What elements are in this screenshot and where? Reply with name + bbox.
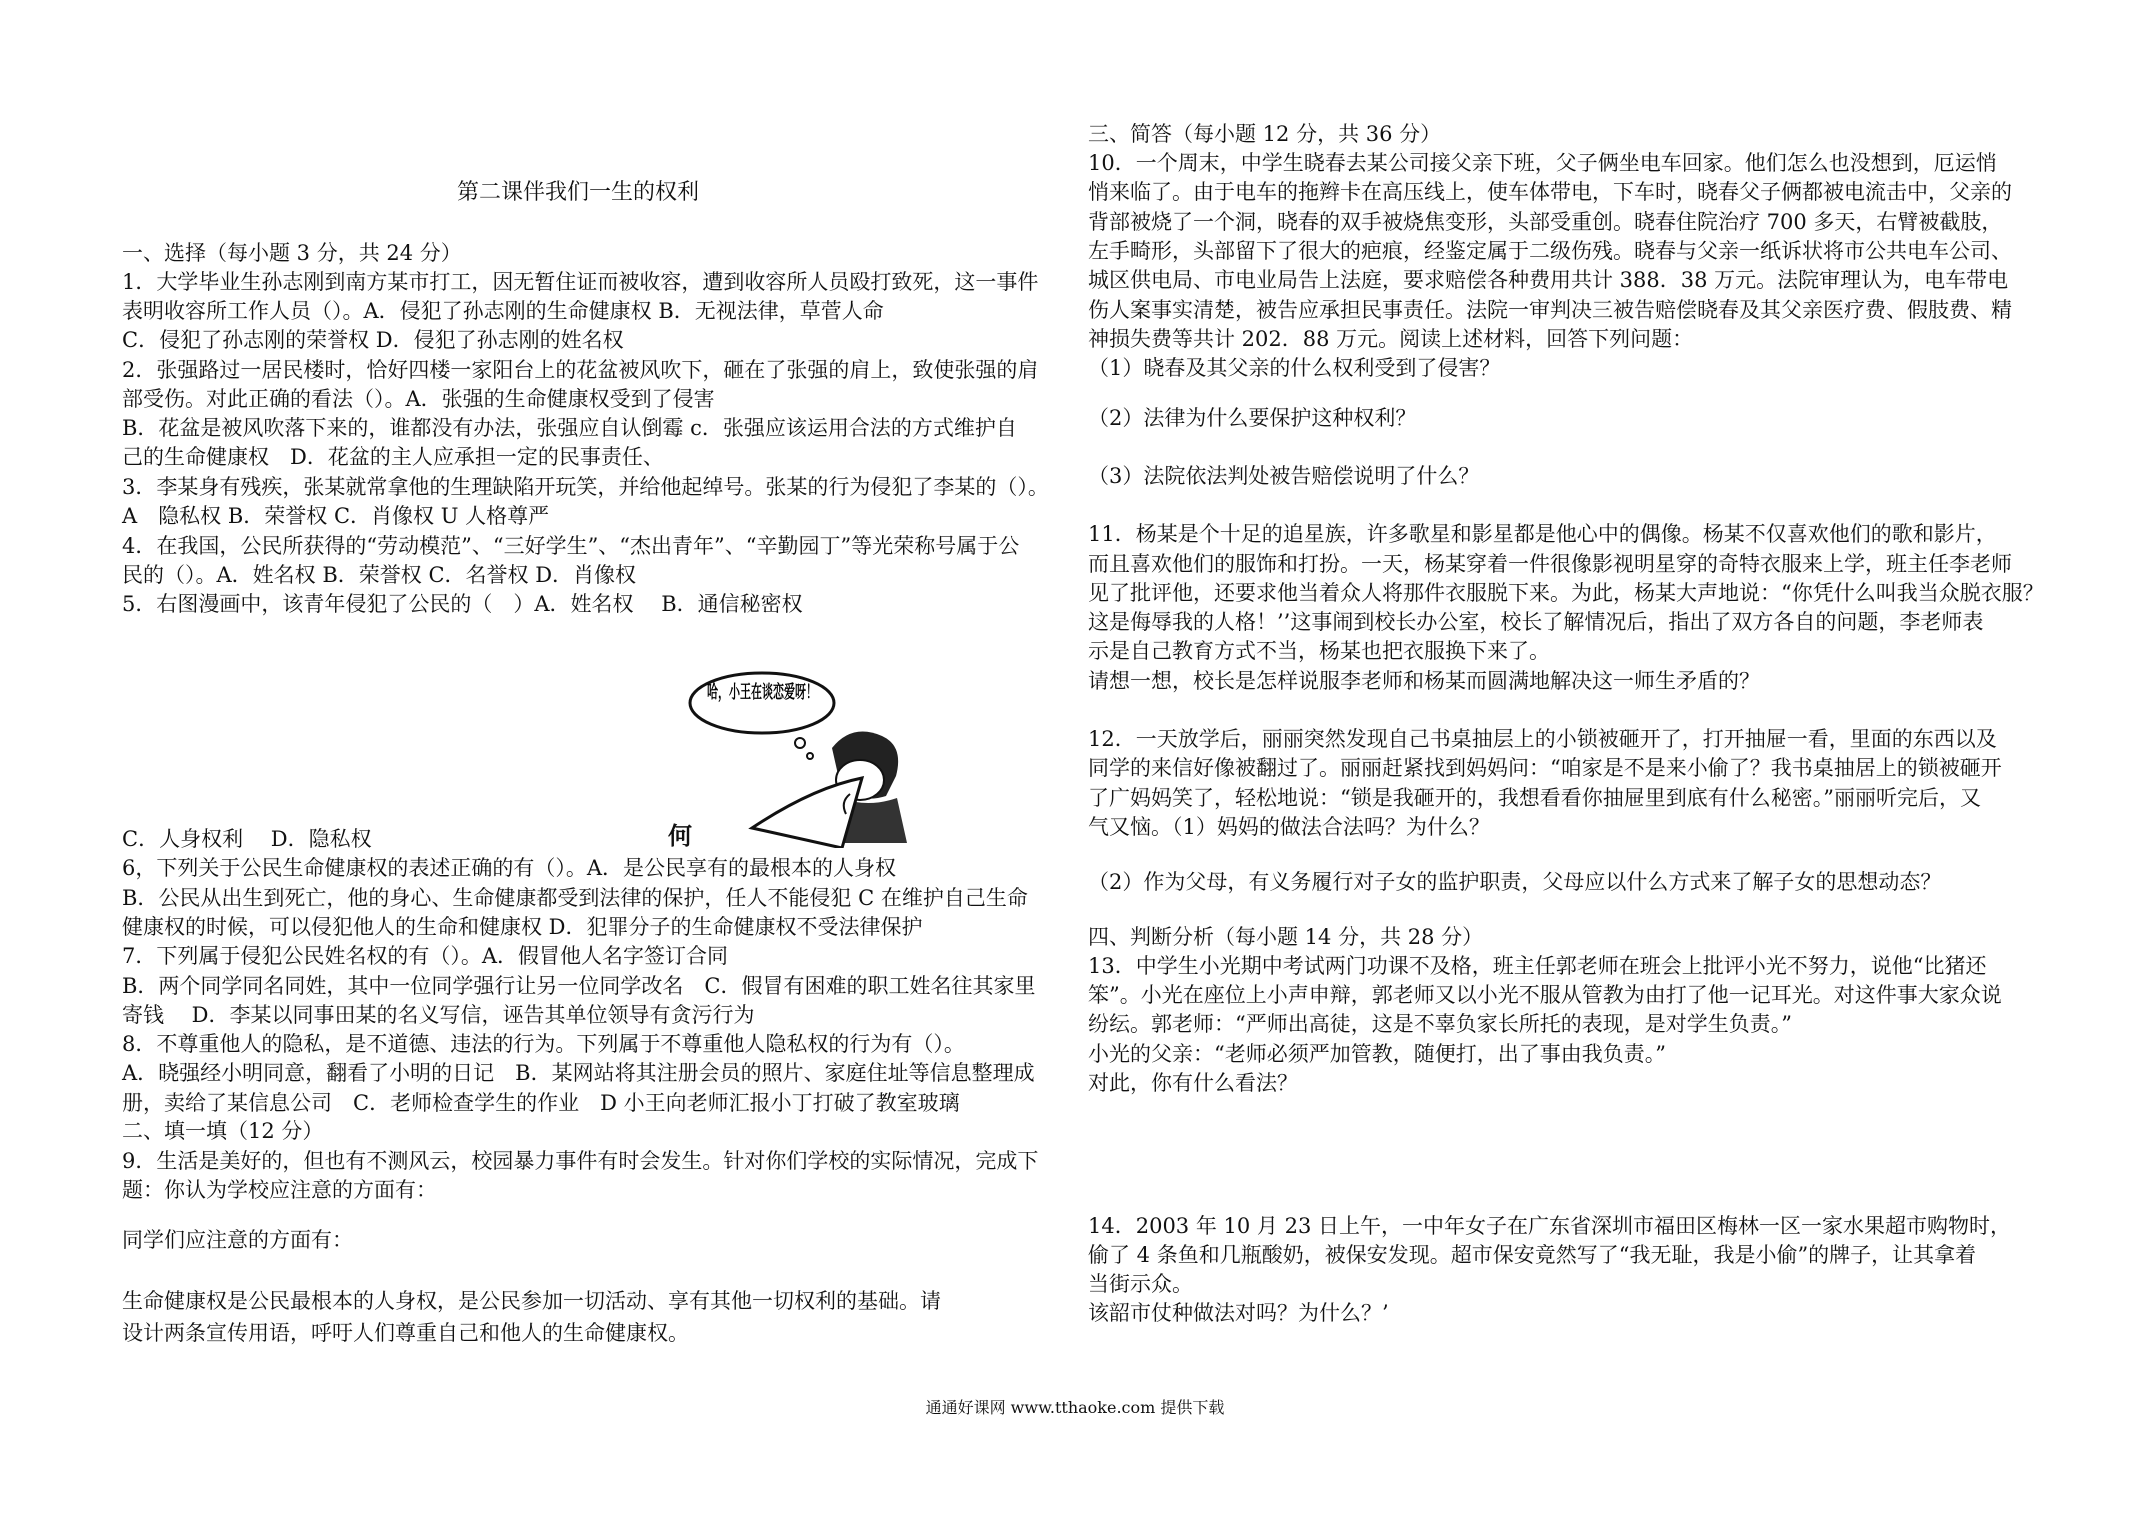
text-line: 气又恼。（1）妈妈的做法合法吗？为什么？: [1088, 815, 1490, 839]
text-line: 这是侮辱我的人格！’’这事闹到校长办公室，校长了解情况后，指出了双方各自的问题，李老师表: [1088, 610, 1984, 634]
text-line: 民的（）。A．姓名权 B．荣誉权 C．名誉权 D．肖像权: [122, 563, 637, 587]
text-line: 设计两条宣传用语，呼吁人们尊重自己和他人的生命健康权。: [122, 1321, 689, 1345]
text-line: 城区供电局、市电业局告上法庭，要求赔偿各种费用共计 388．38 万元。法院审理认为，电车带电: [1088, 268, 2009, 292]
text-line: 3．李某身有残疾，张某就常拿他的生理缺陷开玩笑，并给他起绰号。张某的行为侵犯了李某的（）。: [122, 475, 1049, 499]
text-line: 4．在我国，公民所获得的“劳动模范”、“三好学生”、“杰出青年”、“辛勤园丁”等光荣称号属于公: [122, 534, 1020, 558]
text-line: 悄来临了。由于电车的拖辫卡在高压线上，使车体带电，下车时，晓春父子俩都被电流击中，父亲的: [1088, 180, 2012, 204]
text-line: （2）法律为什么要保护这种权利？: [1088, 406, 1417, 430]
text-line: （3）法院依法判处被告赔偿说明了什么？: [1088, 464, 1480, 488]
text-line: 对此，你有什么看法？: [1088, 1071, 1298, 1095]
text-line: 请想一想，校长是怎样说服李老师和杨某而圆满地解决这一师生矛盾的？: [1088, 669, 1760, 693]
text-line: A 隐私权 B．荣誉权 C．肖像权 U 人格尊严: [122, 504, 550, 528]
text-line: 二、填一填（12 分）: [122, 1119, 324, 1143]
text-line: 左手畸形，头部留下了很大的疤痕，经鉴定属于二级伤残。晓春与父亲一纸诉状将市公共电车公司、: [1088, 239, 2012, 263]
text-line: 10．一个周末，中学生晓春去某公司接父亲下班，父子俩坐电车回家。他们怎么也没想到，厄运悄: [1088, 151, 1997, 175]
text-line: 纷纭。郭老师：“严师出高徒，这是不辜负家长所托的表现，是对学生负责。”: [1088, 1012, 1792, 1036]
text-line: 当街示众。: [1088, 1272, 1193, 1296]
text-line: 笨”。小光在座位上小声申辩，郭老师又以小光不服从管教为由打了他一记耳光。对这件事大家众说: [1088, 983, 2002, 1007]
caption-he: 何: [668, 821, 692, 850]
text-line: C．人身权利 D．隐私权: [122, 827, 372, 851]
text-line: 5．右图漫画中，该青年侵犯了公民的（ ）A．姓名权 B．通信秘密权: [122, 592, 803, 616]
text-line: 背部被烧了一个洞，晓春的双手被烧焦变形，头部受重创。晓春住院治疗 700 多天，右臂被截肢，: [1088, 210, 2003, 234]
text-line: 同学们应注意的方面有：: [122, 1228, 353, 1252]
text-line: 而且喜欢他们的服饰和打扮。一天，杨某穿着一件很像影视明星穿的奇特衣服来上学，班主任李老师: [1088, 552, 2012, 576]
cartoon-image: [682, 668, 942, 848]
text-line: 四、判断分析（每小题 14 分，共 28 分）: [1088, 925, 1484, 949]
text-line: A．晓强经小明同意，翻看了小明的日记 B．某网站将其注册会员的照片、家庭住址等信息整理成: [122, 1061, 1035, 1085]
cartoon-speech: 哈，小王在谈恋爱呀！: [707, 682, 887, 703]
text-line: 寄钱 D．李某以同事田某的名义写信，诬告其单位领导有贪污行为: [122, 1003, 755, 1027]
text-line: （2）作为父母，有义务履行对子女的监护职责，父母应以什么方式来了解子女的思想动态？: [1088, 870, 1942, 894]
text-line: 生命健康权是公民最根本的人身权，是公民参加一切活动、享有其他一切权利的基础。请: [122, 1289, 941, 1313]
text-line: （1）晓春及其父亲的什么权利受到了侵害？: [1088, 356, 1501, 380]
text-line: 13．中学生小光期中考试两门功课不及格，班主任郭老师在班会上批评小光不努力，说他“比猪还: [1088, 954, 1987, 978]
text-line: 1．大学毕业生孙志刚到南方某市打工，因无暂住证而被收容，遭到收容所人员殴打致死，这一事件: [122, 270, 1039, 294]
text-line: 题：你认为学校应注意的方面有：: [122, 1178, 437, 1202]
text-line: 同学的来信好像被翻过了。丽丽赶紧找到妈妈问：“咱家是不是来小偷了？我书桌抽居上的锁被砸开: [1088, 756, 2002, 780]
text-line: 伤人案事实清楚，被告应承担民事责任。法院一审判决三被告赔偿晓春及其父亲医疗费、假肢费、精: [1088, 298, 2012, 322]
text-line: 14．2003 年 10 月 23 日上午，一中年女子在广东省深圳市福田区梅林一区一家水果超市购物时，: [1088, 1214, 2011, 1238]
text-line: 神损失费等共计 202．88 万元。阅读上述材料，回答下列问题：: [1088, 327, 1694, 351]
text-line: 部受伤。对此正确的看法（）。A．张强的生命健康权受到了侵害: [122, 387, 715, 411]
text-line: B．花盆是被风吹落下来的，谁都没有办法，张强应自认倒霉 c．张强应该运用合法的方式维护自: [122, 416, 1017, 440]
text-line: 7．下列属于侵犯公民姓名权的有（）。A．假冒他人名字签订合同: [122, 944, 729, 968]
text-line: 表明收容所工作人员（）。A．侵犯了孙志刚的生命健康权 B．无视法律，草菅人命: [122, 299, 884, 323]
footer-source: 通通好课网 www.tthaoke.com 提供下载: [925, 1398, 1225, 1417]
text-line: 偷了 4 条鱼和几瓶酸奶，被保安发现。超市保安竟然写了“我无耻，我是小偷”的牌子，让其拿着: [1088, 1243, 1977, 1267]
text-line: 小光的父亲：“老师必须严加管教，随便打，出了事由我负责。”: [1088, 1042, 1666, 1066]
text-line: 册，卖给了某信息公司 C．老师检查学生的作业 D 小王向老师汇报小丁打破了教室玻璃: [122, 1091, 960, 1115]
text-line: 一、选择（每小题 3 分，共 24 分）: [122, 241, 462, 265]
text-line: 见了批评他，还要求他当着众人将那件衣服脱下来。为此，杨某大声地说：“你凭什么叫我当众脱衣服？: [1088, 581, 2044, 605]
text-line: 己的生命健康权 D．花盆的主人应承担一定的民事责任、: [122, 445, 664, 469]
text-line: 三、简答（每小题 12 分，共 36 分）: [1088, 122, 1442, 146]
text-line: B．两个同学同名同姓，其中一位同学强行让另一位同学改名 C．假冒有困难的职工姓名往其家里: [122, 974, 1036, 998]
text-line: B．公民从出生到死亡，他的身心、生命健康都受到法律的保护，任人不能侵犯 C 在维护自己生命: [122, 886, 1028, 910]
text-line: 示是自己教育方式不当，杨某也把衣服换下来了。: [1088, 639, 1550, 663]
text-line: 6，下列关于公民生命健康权的表述正确的有（）。A．是公民享有的最根本的人身权: [122, 856, 897, 880]
text-line: C．侵犯了孙志刚的荣誉权 D．侵犯了孙志刚的姓名权: [122, 328, 624, 352]
text-line: 9．生活是美好的，但也有不测风云，校园暴力事件有时会发生。针对你们学校的实际情况，完成下: [122, 1149, 1039, 1173]
text-line: 12．一天放学后，丽丽突然发现自己书桌抽层上的小锁被砸开了，打开抽屉一看，里面的东西以及: [1088, 727, 1997, 751]
text-line: 2．张强路过一居民楼时，恰好四楼一家阳台上的花盆被风吹下，砸在了张强的肩上，致使张强的肩: [122, 358, 1039, 382]
text-line: 该韶市仗种做法对吗？为什么？’: [1088, 1301, 1389, 1325]
text-line: 8．不尊重他人的隐私，是不道德、违法的行为。下列属于不尊重他人隐私权的行为有（）。: [122, 1032, 965, 1056]
text-line: 了广妈妈笑了，轻松地说：“锁是我砸开的，我想看看你抽屉里到底有什么秘密。”丽丽听完后，又: [1088, 786, 1981, 810]
text-line: 11．杨某是个十足的追星族，许多歌星和影星都是他心中的偶像。杨某不仅喜欢他们的歌和影片，: [1088, 522, 1997, 546]
text-line: 健康权的时候，可以侵犯他人的生命和健康权 D．犯罪分子的生命健康权不受法律保护: [122, 915, 923, 939]
lesson-title: 第二课伴我们一生的权利: [457, 180, 700, 205]
